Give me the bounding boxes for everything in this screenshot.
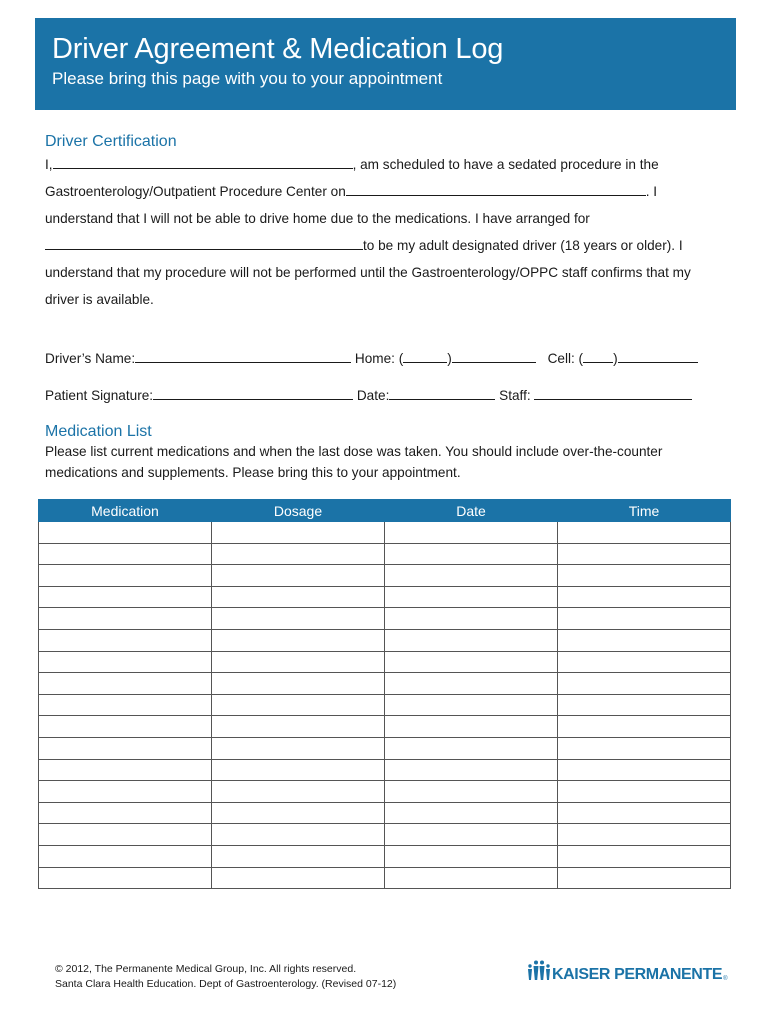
column-header-dosage: Dosage [212,500,385,522]
table-row [39,867,731,889]
cell-date[interactable] [385,629,558,651]
cell-medication[interactable] [39,845,212,867]
cell-time[interactable] [558,867,731,889]
cell-date[interactable] [385,673,558,695]
cell-time[interactable] [558,586,731,608]
driver-certification-paragraph: I, , am scheduled to have a sedated procedure in the Gastroenterology/Outpatient Procedure Center on . I understand that I will not be able to drive home due to the medications. I have arranged for to be my adult designated driver (18 years or older). I understand that my procedure will not be performed until the Gastroenterology/OPPC staff confirms that my driver is available. [45,151,710,313]
cell-date[interactable] [385,586,558,608]
cell-date[interactable] [385,737,558,759]
cell-medication[interactable] [39,716,212,738]
home-phone-field[interactable] [452,348,536,363]
cell-medication[interactable] [39,629,212,651]
procedure-date-blank[interactable] [346,181,646,196]
patient-signature-field[interactable] [153,385,353,400]
table-row [39,824,731,846]
cell-dosage[interactable] [212,781,385,803]
cell-date[interactable] [385,845,558,867]
cell-time[interactable] [558,802,731,824]
cell-medication[interactable] [39,565,212,587]
medication-table-header [39,500,731,522]
table-row [39,586,731,608]
cell-dosage[interactable] [212,824,385,846]
cell-dosage[interactable] [212,522,385,544]
medication-list-heading: Medication List [45,423,152,440]
cell-medication[interactable] [39,586,212,608]
cell-dosage[interactable] [212,608,385,630]
table-row [39,522,731,544]
cell-medication[interactable] [39,673,212,695]
cell-dosage[interactable] [212,759,385,781]
page-subtitle: Please bring this page with you to your appointment [52,69,443,88]
cell-dosage[interactable] [212,716,385,738]
cell-dosage[interactable] [212,694,385,716]
cell-time[interactable] [558,522,731,544]
cell-phone-field[interactable] [618,348,698,363]
kaiser-figures-icon [526,958,552,984]
table-row [39,781,731,803]
header-banner [35,18,736,110]
revision-text: Santa Clara Health Education. Dept of Gastroenterology. (Revised 07-12) [55,978,397,990]
cell-time[interactable] [558,608,731,630]
cell-date[interactable] [385,565,558,587]
table-row [39,629,731,651]
table-row [39,543,731,565]
cell-time[interactable] [558,759,731,781]
cell-time[interactable] [558,737,731,759]
cell-medication[interactable] [39,543,212,565]
cell-medication[interactable] [39,824,212,846]
cell-date[interactable] [385,781,558,803]
copyright-text: © 2012, The Permanente Medical Group, Inc. All rights reserved. [55,963,357,975]
cell-time[interactable] [558,673,731,695]
cell-date[interactable] [385,802,558,824]
cell-date[interactable] [385,824,558,846]
cell-date[interactable] [385,608,558,630]
table-row [39,608,731,630]
staff-field[interactable] [534,385,692,400]
cell-time[interactable] [558,845,731,867]
cell-time[interactable] [558,716,731,738]
designated-driver-blank[interactable] [45,235,363,250]
cell-date[interactable] [385,716,558,738]
driver-certification-heading: Driver Certification [45,133,177,150]
cell-time[interactable] [558,824,731,846]
cell-medication[interactable] [39,651,212,673]
cell-dosage[interactable] [212,543,385,565]
cell-date[interactable] [385,759,558,781]
cell-medication[interactable] [39,867,212,889]
cell-dosage[interactable] [212,651,385,673]
table-row [39,845,731,867]
medication-instructions: Please list current medications and when the last dose was taken. You should include over-the-counter medications and supplements. Please bring this to your appointment. [45,444,663,480]
column-header-date: Date [385,500,558,522]
signature-date-field[interactable] [389,385,495,400]
home-area-code-field[interactable] [403,348,447,363]
table-row [39,716,731,738]
patient-name-blank[interactable] [53,154,353,169]
cell-dosage[interactable] [212,845,385,867]
cell-dosage[interactable] [212,867,385,889]
table-row [39,802,731,824]
footer [55,962,396,992]
cell-date[interactable] [385,651,558,673]
cell-time[interactable] [558,565,731,587]
column-header-medication: Medication [39,500,212,522]
cell-area-code-field[interactable] [583,348,613,363]
cell-time[interactable] [558,629,731,651]
cell-medication[interactable] [39,522,212,544]
cell-dosage[interactable] [212,565,385,587]
cell-time[interactable] [558,694,731,716]
table-row [39,694,731,716]
cell-dosage[interactable] [212,673,385,695]
cell-time[interactable] [558,781,731,803]
cell-date[interactable] [385,694,558,716]
kaiser-permanente-logo [526,958,728,984]
logo-registered-mark: ® [723,976,728,982]
cell-dosage[interactable] [212,629,385,651]
cell-medication[interactable] [39,781,212,803]
cell-medication[interactable] [39,694,212,716]
cell-medication[interactable] [39,802,212,824]
cell-date[interactable] [385,867,558,889]
cell-date[interactable] [385,522,558,544]
column-header-time: Time [558,500,731,522]
cell-time[interactable] [558,543,731,565]
table-row [39,737,731,759]
table-row [39,565,731,587]
table-row [39,673,731,695]
table-row [39,759,731,781]
medication-table [38,499,731,889]
logo-wordmark: KAISER PERMANENTE [552,966,723,983]
cell-medication[interactable] [39,608,212,630]
signature-row: Patient Signature: Date: Staff: [45,385,692,403]
driver-contact-row: Driver’s Name: Home: ( ) Cell: ( ) [45,348,698,366]
cell-dosage[interactable] [212,586,385,608]
cell-medication[interactable] [39,737,212,759]
drivers-name-field[interactable] [135,348,351,363]
table-row [39,651,731,673]
cell-dosage[interactable] [212,802,385,824]
cell-dosage[interactable] [212,737,385,759]
cell-time[interactable] [558,651,731,673]
page-title: Driver Agreement & Medication Log [52,33,504,65]
cell-medication[interactable] [39,759,212,781]
cell-date[interactable] [385,543,558,565]
